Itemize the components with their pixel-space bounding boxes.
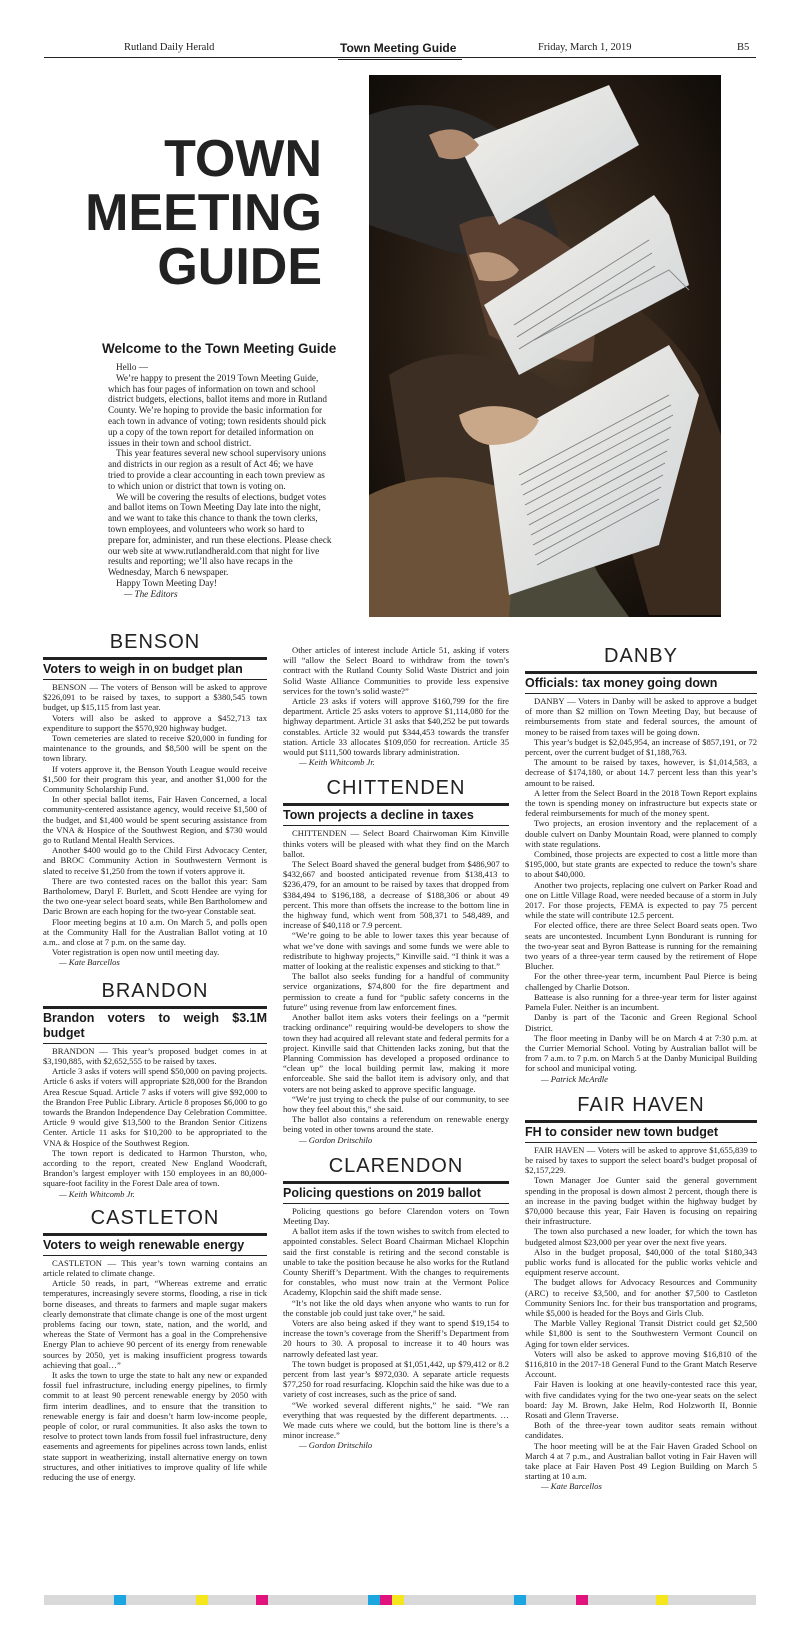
byline: — Keith Whitcomb Jr.	[59, 1188, 135, 1199]
paragraph: Happy Town Meeting Day!	[116, 577, 217, 588]
color-swatch	[576, 1595, 588, 1605]
paragraph: It asks the town to urge the state to halt any new or expanded fossil fuel infrastructure, including energy pipelines, to firmly commit to at least 90 percent renewable energy by 2050 with firm interim deadlines, and to ensure that the transition to renewable energy is fair and doesn’t harm low-income people, people of color, or rural communities. It also asks the town to resolve to protect town lands from fossil fuel infrastructure, deny easements and agreements for pipelines across town lands, enlist state support in weatherizing, install alternative energy on town structures, and other initiatives to improve quality of life while reducing the use of energy.	[43, 1369, 267, 1482]
paragraph: The floor meeting in Danby will be on March 4 at 7:30 p.m. at the Currier Memorial School. Voting by Australian ballot will be from 7 a.m. to 7 p.m. on March 5 at the Danby Municipal Building for school and municipal voting.	[525, 1032, 757, 1074]
photo-people-reading-town-reports	[369, 75, 721, 617]
town-name: CASTLETON	[90, 1206, 220, 1229]
town-name: BENSON	[109, 631, 201, 653]
paragraph: Two projects, an erosion inventory and the replacement of a double culvert on Danby Mountain Road, were planned to comply with state regulations.	[525, 818, 757, 849]
rule	[525, 1142, 757, 1143]
paragraph: For elected office, there are three Select Board seats open. Two seats are uncontested. Incumbent Lynn Bondurant is running for the two-year seat and Byron Battease is running for the remaining two years of a three-year term caused by the retirement of Hope Blucher.	[525, 920, 757, 972]
paragraph: Another ballot item asks voters their feelings on a “permit tracking ordinance” requiring would-be developers to show the town they had acquired all relevant state and federal permits for a project. Kinville said that Chittenden lacks zoning, but that the Planning Commission has developed a proposed ordinance to “clean up” the local building permit law, making it more enforceable. She said the ballot item is advisory only, and that voters are not being asked to approve specific language.	[283, 1012, 509, 1094]
paragraph: Other articles of interest include Article 51, asking if voters will “allow the Select Board to withdraw from the town’s contract with the Rutland County Solid Waste District and join Solid Waste Alliance Communities to provide less expensive services for the town’s solid waste?”	[283, 645, 509, 696]
color-swatch	[392, 1595, 404, 1605]
right-column	[525, 643, 757, 1492]
article-headline: Policing questions on 2019 ballot	[283, 1185, 481, 1200]
paragraph: “We’re just trying to check the pulse of our community, to see how they feel about this,” she said.	[283, 1093, 509, 1114]
rule	[43, 1043, 267, 1044]
paragraph: CASTLETON — This year’s town warning contains an article related to climate change.	[43, 1257, 267, 1278]
rule	[283, 1181, 509, 1184]
paragraph: Floor meeting begins at 10 a.m. On March 5, and polls open at the Community Hall for the Australian Ballot voting at 10 a.m.. and close at 7 p.m. on the same day.	[43, 916, 267, 948]
rule	[43, 1233, 267, 1236]
issue-date: Friday, March 1, 2019	[538, 42, 632, 53]
middle-column	[283, 645, 509, 1451]
paragraph: The budget allows for Advocacy Resources and Community (ARC) to receive $3,500, and for another $7,500 to Castleton Community Seniors Inc. for their bus transportation and programs, while $5,000 is headed for the Boys and Girls Club.	[525, 1277, 757, 1318]
paragraph: The hoor meeting will be at the Fair Haven Graded School on March 4 at 7 p.m., and Australian ballot voting in Fair Haven will take place at Fair Haven Post 49 Legion Building on March 5 starting at 10 a.m.	[525, 1440, 757, 1482]
article-headline: Town projects a decline in taxes	[283, 808, 474, 823]
paragraph: Town cemeteries are slated to receive $20,000 in funding for maintenance to the grounds, and $8,500 will be spent on the town library.	[43, 733, 267, 764]
rule	[43, 657, 267, 660]
paragraph: In other special ballot items, Fair Haven Concerned, a local community-centered assistance agency, would receive $1,500 of the budget, and $1,400 would be spent securing assistance from the VNA & Hospice of the Southwest Region, and $730 would go to Rutland Mental Health Services.	[43, 794, 267, 846]
title-line: TOWN	[164, 130, 322, 188]
paragraph: Voter registration is open now until meeting day.	[52, 947, 220, 958]
rule	[43, 1255, 267, 1256]
page-header	[44, 42, 756, 58]
paragraph: Voters will also be asked to approve moving $16,810 of the $116,810 in the 2017-18 General Fund to the Grant Match Reserve Account.	[525, 1348, 757, 1380]
paragraph: “We’re going to be able to lower taxes this year because of what we’ve done with savings and some funds we were able to redistribute to highway projects,” Kinville said. “I think it was a matter of looking at the realistic expenses and sticking to that.”	[283, 930, 509, 972]
paragraph: Fair Haven is looking at one heavily-contested race this year, with five candidates vying for the two one-year seats on the select board: Jay M. Brown, Jake Helm, Rod Holzworth II, Bonnie Rosati and Glenn Traverse.	[525, 1379, 757, 1420]
article-headline: FH to consider new town budget	[525, 1124, 719, 1139]
color-swatch	[368, 1595, 380, 1605]
paragraph: Another two projects, replacing one culvert on Parker Road and one on Little Village Road, were needed because of a storm in July 2017. For those projects, FEMA is expected to pay 75 percent while the state will contribute 12.5 percent.	[525, 879, 757, 921]
page-number: B5	[737, 42, 750, 53]
color-swatch	[380, 1595, 392, 1605]
paragraph: There are two contested races on the ballot this year: Sam Bartholomew, Daryl F. Burlett, and Scott Hendee are vying for the two one-year select board seats, while Ben Bartholomew and Daric Brown are each hoping for the two-year Constable seat.	[43, 875, 267, 917]
paragraph: Danby is part of the Taconic and Green Regional School District.	[525, 1012, 757, 1033]
paragraph: A letter from the Select Board in the 2018 Town Report explains the town is spending money on infrastructure but expects state or federal reimbursements for much of the money spent.	[525, 787, 757, 819]
title-line: MEETING	[85, 184, 322, 242]
rule	[525, 693, 757, 694]
paragraph: Voters are also being asked if they want to spend $19,154 to increase the town’s coverage from the Sheriff’s Department from 20 hours to 30. A proposal to increase it to 40 hours was narrowly defeated last year.	[283, 1317, 509, 1359]
rule	[283, 825, 509, 826]
section-name: Town Meeting Guide	[340, 41, 457, 55]
byline: — Gordon Dritschilo	[299, 1134, 373, 1145]
intro-headline: Welcome to the Town Meeting Guide	[102, 341, 337, 356]
paragraph: We’re happy to present the 2019 Town Meeting Guide, which has four pages of information on town and school district budgets, elections, ballot items and more in Rutland County. We’re hoping to provide the basic information for each town in advance of voting; town residents should pick up a copy of the town report for detailed information on issues in their town and school district.	[108, 372, 327, 448]
paragraph: The amount to be raised by taxes, however, is $1,014,583, a decrease of $174,180, or about 14.7 percent less than this year’s amount to be raised.	[525, 757, 757, 788]
paragraph: DANBY — Voters in Danby will be asked to approve a budget of more than $2 million on Town Meeting Day, but because of reimbursements from state and federal sources, the amount of money to be raised from taxes will be going down.	[525, 696, 757, 737]
town-name: FAIR HAVEN	[577, 1093, 705, 1116]
paragraph: The Marble Valley Regional Transit District could get $2,500 while $1,800 is sent to the Southwestern Vermont Council on Aging for town elder services.	[525, 1318, 757, 1349]
paragraph: Article 3 asks if voters will spend $50,000 on paving projects. Article 6 asks if voters will appropriate $28,000 for the Brandon Area Rescue Squad. Article 7 asks if voters will give $92,000 to the Brandon Free Public Library. Article 8 proposes $6,000 to go towards the Brandon Independence Day Celebration Committee. Article 9 would give $13,500 to the Brandon Senior Citizens Center. Article 11 asks for $10,200 to be appropriated to the VNA & Hospice of the Southwest Region.	[43, 1066, 267, 1148]
color-swatch	[656, 1595, 668, 1605]
paragraph: Another $400 would go to the Child First Advocacy Center, and BROC Community Action in Southwestern Vermont is slated to receive $1,250 from the town if voters approve it.	[43, 845, 267, 876]
town-name: CLARENDON	[328, 1154, 464, 1177]
byline: — Kate Barcellos	[541, 1481, 602, 1492]
town-name: CHITTENDEN	[326, 777, 466, 800]
article-headline: Voters to weigh renewable energy	[43, 1237, 245, 1252]
rule	[525, 671, 757, 674]
paragraph: A ballot item asks if the town wishes to switch from elected to appointed constables. Select Board Chairman Michael Klopchin said the first constable is retiring and the second constable is unable to take the position because he also works for the Rutland County Sheriff’s Department. With the changes to requirements for constables, who must now train at the Vermont Police Academy, Klopchin said the shift made sense.	[283, 1226, 509, 1298]
paragraph: Voters will also be asked to approve a $452,713 tax expenditure to support the $570,920 highway budget.	[43, 712, 267, 733]
article-headline: Voters to weigh in on budget plan	[43, 662, 243, 676]
rule	[283, 803, 509, 806]
paragraph: Policing questions go before Clarendon voters on Town Meeting Day.	[283, 1205, 509, 1226]
byline: — Patrick McArdle	[541, 1073, 608, 1084]
paragraph: Article 50 reads, in part, “Whereas extreme and erratic temperatures, increasingly severe storms, flooding, a rise in tick borne diseases, and threats to farmers and maple sugar makers clearly demonstrate that climate change is one of the most urgent problems facing our town, state, nation, and the world, and whereas the State of Vermont has a goal in the Comprehensive Energy Plan to achieve 90 percent of its energy from renewable sources by 2050, yet is making insufficient progress towards achieving that goal…”	[43, 1278, 267, 1370]
byline: — Kate Barcellos	[59, 957, 120, 968]
section-underline	[338, 59, 462, 60]
town-name: DANBY	[604, 645, 678, 667]
rule	[43, 679, 267, 680]
lead-photo	[369, 75, 721, 617]
paragraph: Hello —	[116, 362, 148, 372]
paragraph: “It’s not like the old days when anyone who wants to run for the constable job could just take over,” he said.	[283, 1297, 509, 1318]
paragraph: The town report is dedicated to Harmon Thurston, who, according to the report, created New England Woodcraft, Brandon’s largest employer with 150 employees in an 80,000-square-foot facility in the Forest Dale area of town.	[43, 1147, 267, 1189]
rule	[525, 1120, 757, 1123]
paragraph: The ballot also contains a referendum on renewable energy being voted in other towns around the state.	[283, 1114, 509, 1135]
paragraph: BRANDON — This year’s proposed budget comes in at $3,190,885, with $2,652,555 to be raised by taxes.	[43, 1045, 267, 1066]
paragraph: We will be covering the results of elections, budget votes and ballot items on Town Meeting Day late into the night, and we want to take this chance to thank the town clerks, town employees, and volunteers who work so hard to prepare for, administer, and run these elections. Please check our web site at www.rutlandherald.com that night for live results and reporting; we’ll also have recaps in the Wednesday, March 6 newspaper.	[108, 491, 332, 578]
paragraph: The town budget is proposed at $1,051,442, up $79,412 or 8.2 percent from last year’s $972,030. A separate article requests $77,250 for road resurfacing. Klopchin said the hike was due to a variety of cost increases, such as the price of sand.	[283, 1358, 509, 1400]
byline: — Keith Whitcomb Jr.	[299, 757, 375, 768]
intro-text	[108, 362, 332, 600]
paragraph: Both of the three-year town auditor seats remain without candidates.	[525, 1420, 757, 1441]
paper-name: Rutland Daily Herald	[124, 42, 215, 53]
town-name: BRANDON	[101, 979, 209, 1002]
byline: — The Editors	[124, 588, 178, 599]
left-column	[43, 629, 267, 1482]
paragraph: Article 23 asks if voters will approve $160,799 for the fire department. Article 25 asks voters to approve $1,114,080 for the highway department. Article 31 asks that $40,252 be put towards constables. Article 32 would put $344,453 towards the transfer station. Article 33 allocates $109,050 for recreation. Article 35 would put $111,500 towards library administration.	[283, 696, 509, 758]
color-swatch	[514, 1595, 526, 1605]
color-swatch	[114, 1595, 126, 1605]
title-line: GUIDE	[157, 238, 322, 296]
paragraph: Town Manager Joe Gunter said the general government spending in the proposal is down almost 2 percent, though there is an increase in the paving budget within the highway budget by $70,000 because this year, Fair Haven is focusing on repairing their infrastructure.	[525, 1175, 757, 1227]
paragraph: This year’s budget is $2,045,954, an increase of $857,191, or 72 percent, over the current budget of $1,188,763.	[525, 736, 757, 758]
article-headline: Brandon voters to weigh $3.1M budget	[43, 1010, 267, 1040]
color-swatch	[256, 1595, 268, 1605]
paragraph: Combined, those projects are expected to cost a little more than $195,000, but state grants are expected to reduce the town’s share to about $40,000.	[525, 849, 757, 880]
page-title	[40, 132, 322, 294]
article-headline: Officials: tax money going down	[525, 676, 718, 690]
paragraph: If voters approve it, the Benson Youth League would receive $1,500 for their program this year, and another $1,000 for the Community Scholarship Fund.	[43, 763, 267, 795]
byline: — Gordon Dritschilo	[299, 1440, 373, 1451]
color-registration-bar	[44, 1595, 756, 1605]
color-swatch	[196, 1595, 208, 1605]
rule	[43, 1006, 267, 1009]
paragraph: The town also purchased a new loader, for which the town has budgeted almost $23,000 per year over the next five years.	[525, 1226, 757, 1247]
paragraph: The Select Board shaved the general budget from $486,907 to $432,667 and boosted anticipated revenue from $138,413 to $236,479, for an amount to be raised by taxes that dropped from $384,494 to $196,188, a decrease of $188,306 or about 49 percent. This more than offsets the increase to the bottom line in the highway fund, which went from 508,371 to 548,489, and increase of $40,118 or 7.9 percent.	[283, 859, 509, 931]
paragraph: The ballot also seeks funding for a handful of community service organizations, $74,800 for the fire department and permission to create a fund for “public safety concerns in the future” using revenue from law enforcement fines.	[283, 971, 509, 1012]
paragraph: For the other three-year term, incumbent Paul Pierce is being challenged by Charlie Dotson.	[525, 971, 757, 992]
paragraph: Battease is also running for a three-year term for lister against Pamela Fuler. Neither is an incumbent.	[525, 991, 757, 1013]
rule	[283, 1203, 509, 1204]
paragraph: This year features several new school supervisory unions and districts in our region as a result of Act 46; we have tried to provide a clear accounting in each town preview as to which union or district that town is voting on.	[108, 448, 326, 491]
paragraph: BENSON — The voters of Benson will be asked to approve $226,091 to be raised by taxes, to support a $380,545 town budget, up $15,115 from last year.	[43, 682, 267, 713]
paragraph: Also in the budget proposal, $40,000 of the total $180,343 public works fund is allocated for the public works vehicle and equipment reserve account.	[525, 1246, 757, 1278]
paragraph: CHITTENDEN — Select Board Chairwoman Kim Kinville thinks voters will be pleased with what they find on the March ballot.	[283, 828, 509, 859]
header-rule	[44, 57, 756, 58]
paragraph: “We worked several different nights,” he said. “We ran everything that was requested by the different departments. … We made cuts where we could, but the bottom line is there’s a minor increase.”	[283, 1399, 509, 1441]
paragraph: FAIR HAVEN — Voters will be asked to approve $1,655,839 to be raised by taxes to support the select board’s budget proposal of $2,157,229.	[525, 1144, 757, 1176]
